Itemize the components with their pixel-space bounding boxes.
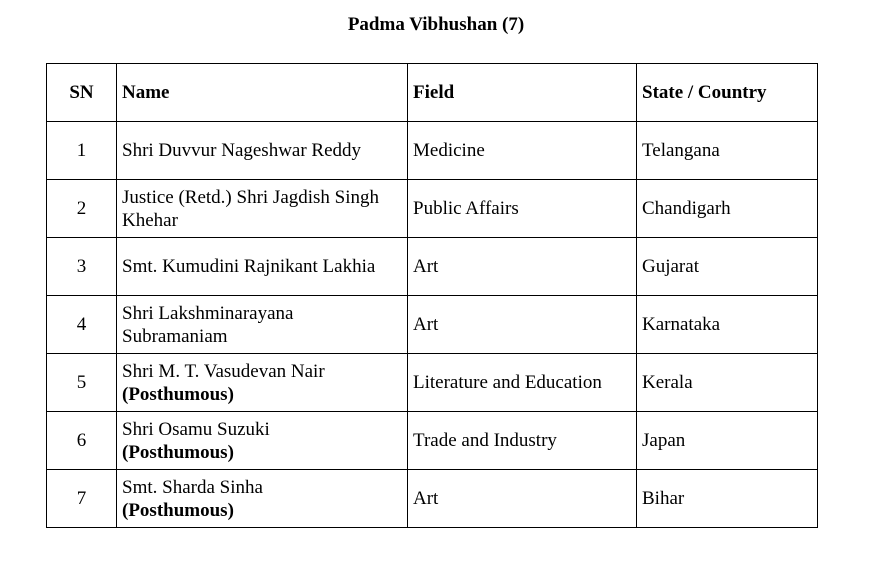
awardees-table — [46, 63, 818, 528]
table-row — [47, 412, 818, 470]
cell-field: Art — [408, 296, 637, 354]
posthumous-label: (Posthumous) — [122, 441, 234, 463]
header-state: State / Country — [637, 64, 818, 122]
cell-state: Chandigarh — [637, 180, 818, 238]
cell-field: Art — [408, 238, 637, 296]
cell-state: Gujarat — [637, 238, 818, 296]
table-row — [47, 470, 818, 528]
table-row — [47, 180, 818, 238]
header-field: Field — [408, 64, 637, 122]
cell-name — [117, 122, 408, 180]
cell-field: Literature and Education — [408, 354, 637, 412]
cell-field: Medicine — [408, 122, 637, 180]
cell-state: Kerala — [637, 354, 818, 412]
page-title: Padma Vibhushan (7) — [347, 14, 525, 35]
cell-state: Karnataka — [637, 296, 818, 354]
awardee-name: Shri Duvvur Nageshwar Reddy — [122, 140, 362, 161]
table-row — [47, 296, 818, 354]
cell-sn: 3 — [47, 238, 117, 296]
table-header-row — [47, 64, 818, 122]
cell-sn: 4 — [47, 296, 117, 354]
cell-name — [117, 354, 408, 412]
cell-state: Japan — [637, 412, 818, 470]
awardee-name: Smt. Sharda Sinha — [122, 476, 263, 498]
awardee-name: Justice (Retd.) Shri Jagdish Singh Khehar — [122, 186, 380, 231]
posthumous-label: (Posthumous) — [122, 383, 234, 405]
cell-name — [117, 238, 408, 296]
header-name: Name — [117, 64, 408, 122]
posthumous-label: (Posthumous) — [122, 499, 234, 521]
cell-field: Art — [408, 470, 637, 528]
cell-field: Trade and Industry — [408, 412, 637, 470]
awardee-name: Shri Osamu Suzuki — [122, 418, 270, 440]
cell-state: Telangana — [637, 122, 818, 180]
table-row — [47, 122, 818, 180]
awardee-name: Smt. Kumudini Rajnikant Lakhia — [122, 256, 376, 277]
cell-field: Public Affairs — [408, 180, 637, 238]
table-row — [47, 354, 818, 412]
table-row — [47, 238, 818, 296]
cell-name — [117, 296, 408, 354]
cell-sn: 1 — [47, 122, 117, 180]
cell-name — [117, 470, 408, 528]
cell-sn: 7 — [47, 470, 117, 528]
cell-sn: 5 — [47, 354, 117, 412]
awardee-name: Shri Lakshminarayana Subramaniam — [122, 302, 294, 347]
awardee-name: Shri M. T. Vasudevan Nair — [122, 360, 325, 382]
header-sn: SN — [47, 64, 117, 122]
cell-sn: 6 — [47, 412, 117, 470]
cell-name — [117, 412, 408, 470]
cell-name — [117, 180, 408, 238]
cell-sn: 2 — [47, 180, 117, 238]
cell-state: Bihar — [637, 470, 818, 528]
